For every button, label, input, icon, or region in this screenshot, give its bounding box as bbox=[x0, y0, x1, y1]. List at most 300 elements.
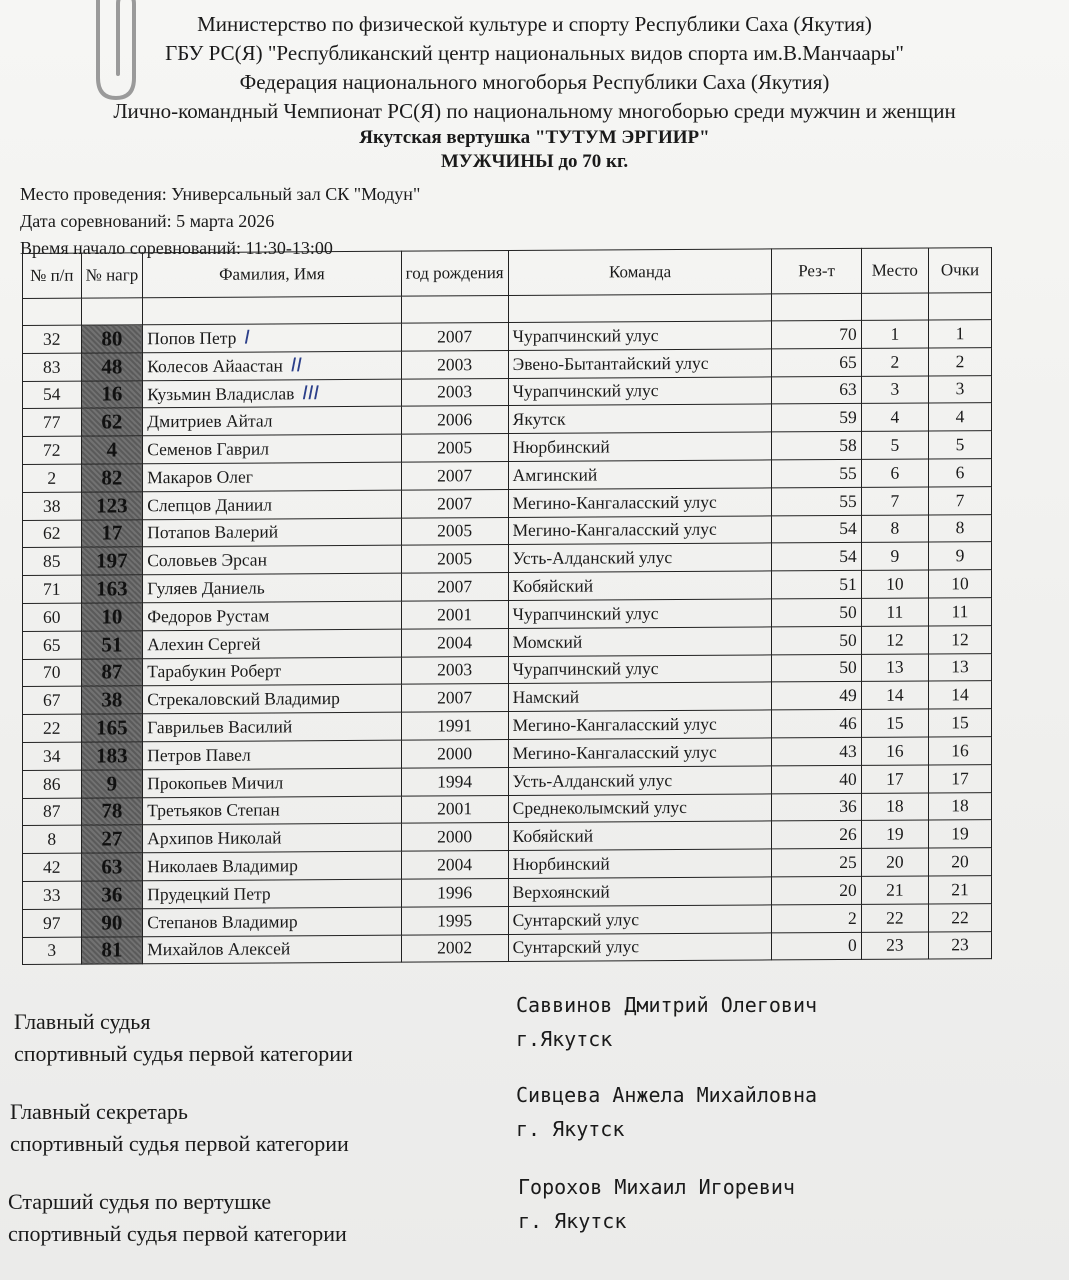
cell-nagr-text: 36 bbox=[101, 882, 123, 907]
cell-num-text: 83 bbox=[43, 356, 61, 377]
cell-team bbox=[508, 460, 772, 489]
cell-team bbox=[508, 432, 772, 461]
cell-year bbox=[401, 851, 508, 879]
cell-points bbox=[928, 459, 991, 487]
header-team: Команда bbox=[508, 249, 772, 296]
cell-name-text: Соловьев Эрсан bbox=[147, 549, 267, 571]
cell-name-text: Попов Петр bbox=[147, 328, 237, 349]
cell-num bbox=[23, 659, 82, 687]
cell-points bbox=[928, 681, 991, 709]
cell-nagr-text: 82 bbox=[101, 465, 123, 490]
cell-place-text: 5 bbox=[890, 434, 900, 455]
cell-nagr bbox=[81, 464, 143, 492]
cell-team bbox=[508, 682, 772, 711]
cell-place-text: 12 bbox=[886, 629, 904, 650]
cell-team-text: Сунтарский улус bbox=[512, 936, 639, 958]
cell-num bbox=[23, 631, 82, 659]
cell-num-text: 72 bbox=[43, 439, 61, 460]
cell-num bbox=[23, 325, 82, 353]
cell-name-text: Стрекаловский Владимир bbox=[147, 688, 340, 710]
cell-year-text: 2005 bbox=[437, 520, 473, 541]
cell-points bbox=[928, 709, 991, 737]
cell-year-text: 1996 bbox=[437, 882, 473, 903]
cell-num bbox=[23, 353, 82, 381]
cell-place bbox=[861, 904, 928, 932]
cell-year bbox=[401, 378, 508, 406]
role-title: Старший судья по вертушке bbox=[8, 1189, 272, 1214]
cell-result-text: 55 bbox=[839, 462, 857, 483]
cell-year bbox=[401, 628, 508, 656]
cell-name bbox=[143, 407, 401, 436]
cell-place-text: 2 bbox=[890, 351, 900, 372]
event-meta bbox=[20, 181, 420, 262]
cell-points bbox=[928, 598, 991, 626]
cell-name-text: Михайлов Алексей bbox=[147, 938, 291, 960]
cell-result bbox=[772, 821, 861, 849]
role-category: спортивный судья первой категории bbox=[14, 1041, 353, 1066]
cell-team bbox=[508, 321, 772, 350]
cell-team-text: Амгинский bbox=[512, 464, 598, 485]
cell-points bbox=[928, 903, 991, 931]
cell-result-text: 50 bbox=[839, 657, 857, 678]
header-result: Рез-т bbox=[772, 248, 861, 294]
cell-points bbox=[928, 542, 991, 570]
cell-team bbox=[508, 905, 772, 934]
cell-place bbox=[861, 876, 928, 904]
cell-team-text: Верхоянский bbox=[512, 881, 610, 902]
cell-points bbox=[928, 764, 991, 792]
federation-title: Федерация национального многоборья Республики Саха (Якутия) bbox=[239, 70, 830, 94]
cell-place-text: 17 bbox=[886, 768, 904, 789]
cell-year-text: 2005 bbox=[437, 437, 473, 458]
cell-place bbox=[861, 570, 928, 598]
cell-name bbox=[143, 851, 401, 880]
cell-points-text: 8 bbox=[955, 517, 965, 538]
cell-place bbox=[861, 348, 928, 376]
cell-result-text: 43 bbox=[839, 740, 857, 761]
cell-nagr bbox=[81, 325, 143, 353]
cell-year-text: 2003 bbox=[437, 353, 473, 375]
cell-year-text: 2002 bbox=[437, 937, 473, 958]
cell-team bbox=[508, 821, 772, 850]
header-place: Место bbox=[861, 248, 928, 293]
cell-place bbox=[861, 765, 928, 793]
cell-result bbox=[772, 515, 861, 543]
handwritten-place-mark: II bbox=[290, 354, 303, 377]
cell-nagr-text: 165 bbox=[96, 715, 128, 740]
cell-team-text: Усть-Алданский улус bbox=[512, 769, 673, 791]
cell-team-text: Якутск bbox=[512, 408, 566, 430]
table-header-row bbox=[23, 248, 992, 299]
cell-name-text: Архипов Николай bbox=[147, 827, 282, 849]
cell-points-text: 16 bbox=[951, 740, 969, 761]
cell-year bbox=[401, 323, 508, 351]
cell-place bbox=[861, 515, 928, 543]
championship-title: Лично-командный Чемпионат РС(Я) по национальному многоборью среди мужчин и женщин bbox=[113, 99, 956, 123]
cell-points-text: 13 bbox=[951, 656, 969, 677]
cell-num-text: 54 bbox=[43, 384, 61, 405]
cell-team bbox=[508, 571, 772, 600]
cell-nagr bbox=[81, 658, 143, 686]
cell-result-text: 59 bbox=[839, 407, 857, 428]
cell-place-text: 11 bbox=[886, 601, 904, 622]
cell-year-text: 2001 bbox=[437, 798, 473, 819]
cell-name-text: Федоров Рустам bbox=[147, 605, 270, 627]
cell-nagr-text: 87 bbox=[101, 659, 123, 684]
cell-team-text: Чурапчинский улус bbox=[512, 658, 659, 680]
cell-nagr bbox=[81, 908, 143, 936]
cell-result bbox=[772, 710, 861, 738]
cell-result-text: 20 bbox=[839, 879, 857, 900]
cell-points-text: 11 bbox=[951, 601, 969, 622]
cell-year bbox=[401, 656, 508, 684]
role-category: спортивный судья первой категории bbox=[10, 1131, 349, 1156]
header-nagr: № нагр bbox=[81, 253, 143, 298]
cell-num-text: 22 bbox=[43, 717, 61, 738]
cell-year bbox=[401, 934, 508, 962]
cell-num bbox=[23, 686, 82, 714]
cell-num-text: 34 bbox=[43, 745, 61, 766]
cell-result bbox=[772, 737, 861, 765]
cell-year bbox=[401, 434, 508, 462]
cell-nagr-text: 9 bbox=[106, 771, 118, 796]
cell-place-text: 22 bbox=[886, 907, 904, 928]
cell-nagr-text: 80 bbox=[101, 326, 123, 351]
person-city: г. Якутск bbox=[516, 1117, 625, 1141]
cell-nagr-text: 183 bbox=[96, 743, 128, 768]
ministry-title: Министерство по физической культуре и спорту Республики Саха (Якутия) bbox=[197, 12, 872, 36]
cell-points bbox=[928, 431, 991, 459]
results-table bbox=[22, 247, 992, 965]
cell-name bbox=[143, 490, 401, 519]
header-name: Фамилия, Имя bbox=[143, 251, 401, 298]
cell-year-text: 2004 bbox=[437, 631, 473, 653]
cell-name-text: Алехин Сергей bbox=[147, 633, 261, 654]
cell-nagr-text: 63 bbox=[101, 854, 123, 879]
cell-team bbox=[508, 488, 772, 517]
cell-points bbox=[928, 625, 991, 653]
cell-num bbox=[23, 409, 82, 437]
cell-points bbox=[928, 737, 991, 765]
cell-points-text: 6 bbox=[955, 462, 965, 483]
cell-team bbox=[508, 710, 772, 739]
cell-num bbox=[23, 853, 82, 881]
cell-nagr bbox=[81, 686, 143, 714]
cell-num-text: 60 bbox=[43, 606, 61, 627]
cell-points-text: 10 bbox=[951, 573, 969, 594]
cell-result bbox=[772, 654, 861, 682]
cell-result bbox=[772, 876, 861, 904]
cell-place-text: 8 bbox=[890, 518, 900, 539]
cell-name bbox=[143, 824, 401, 853]
cell-place bbox=[861, 737, 928, 765]
cell-nagr bbox=[81, 492, 143, 520]
cell-place bbox=[861, 654, 928, 682]
person-name: Горохов Михаил Игоревич bbox=[518, 1175, 795, 1199]
cell-nagr bbox=[81, 881, 143, 909]
cell-num bbox=[23, 798, 82, 826]
cell-team bbox=[508, 377, 772, 406]
cell-nagr bbox=[81, 353, 143, 381]
signature-role-3 bbox=[8, 1186, 347, 1250]
cell-name bbox=[143, 768, 401, 797]
cell-points-text: 5 bbox=[955, 434, 965, 455]
cell-points-text: 9 bbox=[955, 545, 965, 566]
cell-year bbox=[401, 600, 508, 628]
cell-name-text: Потапов Валерий bbox=[147, 521, 279, 543]
cell-points bbox=[928, 347, 991, 375]
cell-name bbox=[143, 907, 401, 936]
cell-name bbox=[143, 685, 401, 714]
table-row bbox=[23, 931, 992, 965]
cell-name bbox=[143, 518, 401, 547]
cell-points-text: 21 bbox=[951, 879, 969, 900]
cell-place-text: 6 bbox=[890, 462, 900, 483]
cell-name-text: Кузьмин Владислав bbox=[147, 383, 295, 405]
cell-points bbox=[928, 820, 991, 848]
cell-result-text: 70 bbox=[839, 323, 857, 344]
cell-team-text: Мегино-Кангаласский улус bbox=[512, 519, 717, 541]
cell-result-text: 55 bbox=[839, 490, 857, 511]
cell-result bbox=[772, 320, 861, 348]
cell-place-text: 15 bbox=[886, 712, 904, 733]
cell-team-text: Кобяйский bbox=[512, 825, 594, 847]
cell-nagr bbox=[81, 547, 143, 575]
cell-team bbox=[508, 793, 772, 822]
person-city: г.Якутск bbox=[516, 1027, 613, 1051]
cell-num bbox=[23, 464, 82, 492]
cell-year-text: 2000 bbox=[437, 826, 473, 847]
event-title: Якутская вертушка "ТУТУМ ЭРГИИР" bbox=[359, 127, 710, 148]
cell-nagr bbox=[81, 714, 143, 742]
role-title: Главный судья bbox=[14, 1009, 151, 1034]
cell-result bbox=[772, 598, 861, 626]
cell-name-text: Петров Павел bbox=[147, 744, 251, 766]
signature-role-1 bbox=[14, 1006, 353, 1070]
cell-name-text: Прокопьев Мичил bbox=[147, 772, 284, 793]
cell-num-text: 3 bbox=[47, 940, 57, 961]
cell-result bbox=[772, 487, 861, 515]
cell-year bbox=[401, 906, 508, 934]
cell-year bbox=[401, 739, 508, 767]
cell-name-text: Семенов Гаврил bbox=[147, 438, 270, 460]
cell-place-text: 20 bbox=[886, 851, 904, 872]
cell-num-text: 67 bbox=[43, 690, 61, 711]
cell-year bbox=[401, 823, 508, 851]
cell-year-text: 2001 bbox=[437, 604, 473, 625]
cell-team-text: Нюрбинский bbox=[512, 853, 610, 875]
cell-team bbox=[508, 349, 772, 378]
cell-num-text: 85 bbox=[43, 551, 61, 572]
cell-name bbox=[143, 351, 401, 380]
cell-num bbox=[23, 909, 82, 937]
cell-name bbox=[143, 657, 401, 686]
cell-team bbox=[508, 627, 772, 656]
cell-result-text: 50 bbox=[839, 629, 857, 650]
cell-year-text: 2007 bbox=[437, 576, 473, 597]
cell-result bbox=[772, 765, 861, 793]
cell-points bbox=[928, 848, 991, 876]
cell-result-text: 63 bbox=[839, 379, 857, 400]
cell-num bbox=[23, 770, 82, 798]
cell-team-text: Мегино-Кангаласский улус bbox=[512, 741, 717, 763]
cell-num-text: 38 bbox=[43, 495, 61, 516]
cell-num-text: 33 bbox=[43, 884, 61, 905]
cell-name bbox=[143, 629, 401, 658]
cell-place bbox=[861, 681, 928, 709]
cell-year bbox=[401, 712, 508, 740]
cell-name-text: Дмитриев Айтал bbox=[147, 410, 273, 432]
cell-nagr-text: 17 bbox=[101, 520, 123, 545]
cell-points-text: 20 bbox=[951, 851, 969, 872]
cell-points bbox=[928, 320, 991, 348]
signature-person-3 bbox=[518, 1170, 795, 1238]
cell-team-text: Чурапчинский улус bbox=[512, 602, 659, 624]
cell-place-text: 7 bbox=[890, 490, 900, 511]
cell-points-text: 12 bbox=[951, 628, 969, 649]
cell-nagr-text: 62 bbox=[101, 409, 123, 434]
cell-place bbox=[861, 459, 928, 487]
person-name: Саввинов Дмитрий Олегович bbox=[516, 993, 818, 1017]
cell-year bbox=[401, 517, 508, 545]
cell-num-text: 32 bbox=[43, 328, 61, 349]
header-year: год рождения bbox=[401, 251, 508, 297]
cell-result-text: 40 bbox=[839, 768, 857, 789]
cell-num bbox=[23, 881, 82, 909]
handwritten-place-mark: I bbox=[244, 326, 250, 350]
cell-points bbox=[928, 403, 991, 431]
cell-result bbox=[772, 793, 861, 821]
cell-result bbox=[772, 348, 861, 376]
cell-place bbox=[861, 431, 928, 459]
cell-name-text: Гаврильев Василий bbox=[147, 716, 293, 738]
cell-place-text: 18 bbox=[886, 796, 904, 817]
cell-place-text: 1 bbox=[890, 323, 900, 344]
venue-text: Место проведения: Универсальный зал СК "Модун" bbox=[20, 184, 421, 204]
cell-result-text: 2 bbox=[847, 907, 857, 928]
cell-points-text: 19 bbox=[951, 823, 969, 844]
cell-nagr bbox=[81, 770, 143, 798]
cell-points-text: 3 bbox=[955, 378, 965, 399]
cell-name-text: Степанов Владимир bbox=[147, 910, 298, 932]
cell-num-text: 87 bbox=[43, 801, 61, 822]
cell-name-text: Колесов Айаастан bbox=[147, 355, 283, 377]
cell-result bbox=[772, 404, 861, 432]
cell-team bbox=[508, 766, 772, 795]
cell-num bbox=[23, 520, 82, 548]
cell-result-text: 36 bbox=[839, 796, 857, 817]
cell-year-text: 2007 bbox=[437, 687, 473, 708]
cell-year bbox=[401, 878, 508, 906]
cell-name-text: Николаев Владимир bbox=[147, 855, 298, 877]
cell-team-text: Чурапчинский улус bbox=[512, 380, 659, 402]
date-text: Дата соревнований: 5 марта 2026 bbox=[20, 211, 275, 231]
header-num: № п/п bbox=[23, 253, 82, 298]
cell-points bbox=[928, 931, 991, 959]
cell-year-text: 2000 bbox=[437, 743, 473, 764]
cell-place-text: 23 bbox=[886, 935, 904, 956]
cell-num-text: 2 bbox=[47, 467, 57, 488]
cell-place bbox=[861, 320, 928, 348]
cell-name bbox=[143, 740, 401, 769]
cell-year bbox=[401, 489, 508, 517]
cell-team bbox=[508, 738, 772, 767]
cell-points-text: 17 bbox=[951, 767, 969, 788]
role-category: спортивный судья первой категории bbox=[8, 1221, 347, 1246]
cell-result bbox=[772, 376, 861, 404]
cell-nagr-text: 16 bbox=[101, 381, 123, 406]
cell-team-text: Среднеколымский улус bbox=[512, 797, 687, 819]
cell-team-text: Момский bbox=[512, 631, 583, 652]
cell-result-text: 50 bbox=[839, 601, 857, 622]
handwritten-place-mark: III bbox=[302, 382, 320, 405]
cell-year bbox=[401, 573, 508, 601]
cell-year bbox=[401, 406, 508, 434]
cell-place-text: 3 bbox=[890, 379, 900, 400]
cell-nagr bbox=[81, 825, 143, 853]
cell-points bbox=[928, 653, 991, 681]
cell-nagr-text: 90 bbox=[101, 910, 123, 935]
cell-team bbox=[508, 877, 772, 906]
cell-points bbox=[928, 375, 991, 403]
person-city: г. Якутск bbox=[518, 1209, 627, 1233]
cell-nagr bbox=[81, 603, 143, 631]
cell-points bbox=[928, 486, 991, 514]
cell-name bbox=[143, 379, 401, 408]
cell-year-text: 2003 bbox=[437, 659, 473, 680]
cell-result-text: 0 bbox=[847, 935, 857, 956]
cell-name bbox=[143, 462, 401, 491]
header-points: Очки bbox=[928, 248, 991, 293]
organization-title: ГБУ РС(Я) "Республиканский центр национальных видов спорта им.В.Манчаары" bbox=[165, 41, 904, 65]
cell-nagr bbox=[81, 436, 143, 464]
cell-nagr-text: 197 bbox=[96, 548, 128, 573]
cell-year-text: 1995 bbox=[437, 909, 473, 931]
cell-nagr-text: 123 bbox=[96, 493, 128, 518]
cell-nagr bbox=[81, 797, 143, 825]
cell-nagr-text: 48 bbox=[101, 354, 123, 379]
cell-team-text: Эвено-Бытантайский улус bbox=[512, 352, 709, 374]
cell-name bbox=[143, 712, 401, 741]
cell-points-text: 7 bbox=[955, 489, 965, 510]
cell-year-text: 2007 bbox=[437, 326, 473, 347]
cell-place bbox=[861, 626, 928, 654]
cell-num-text: 65 bbox=[43, 634, 61, 655]
cell-team-text: Нюрбинский bbox=[512, 436, 610, 458]
cell-name bbox=[143, 601, 401, 630]
cell-year bbox=[401, 545, 508, 573]
cell-num bbox=[23, 714, 82, 742]
cell-result bbox=[772, 571, 861, 599]
cell-place bbox=[861, 931, 928, 959]
cell-team-text: Чурапчинский улус bbox=[512, 325, 659, 346]
cell-team bbox=[508, 932, 772, 961]
cell-nagr-text: 4 bbox=[106, 437, 118, 462]
cell-name bbox=[143, 546, 401, 575]
cell-name bbox=[143, 434, 401, 463]
cell-name bbox=[143, 935, 401, 964]
cell-nagr bbox=[81, 519, 143, 547]
cell-team-text: Намский bbox=[512, 686, 580, 708]
cell-points bbox=[928, 514, 991, 542]
cell-result-text: 26 bbox=[839, 824, 857, 845]
cell-points-text: 1 bbox=[955, 323, 965, 344]
cell-num-text: 86 bbox=[43, 773, 61, 794]
cell-nagr bbox=[81, 575, 143, 603]
cell-team bbox=[508, 404, 772, 433]
cell-nagr bbox=[81, 742, 143, 770]
cell-year bbox=[401, 350, 508, 378]
